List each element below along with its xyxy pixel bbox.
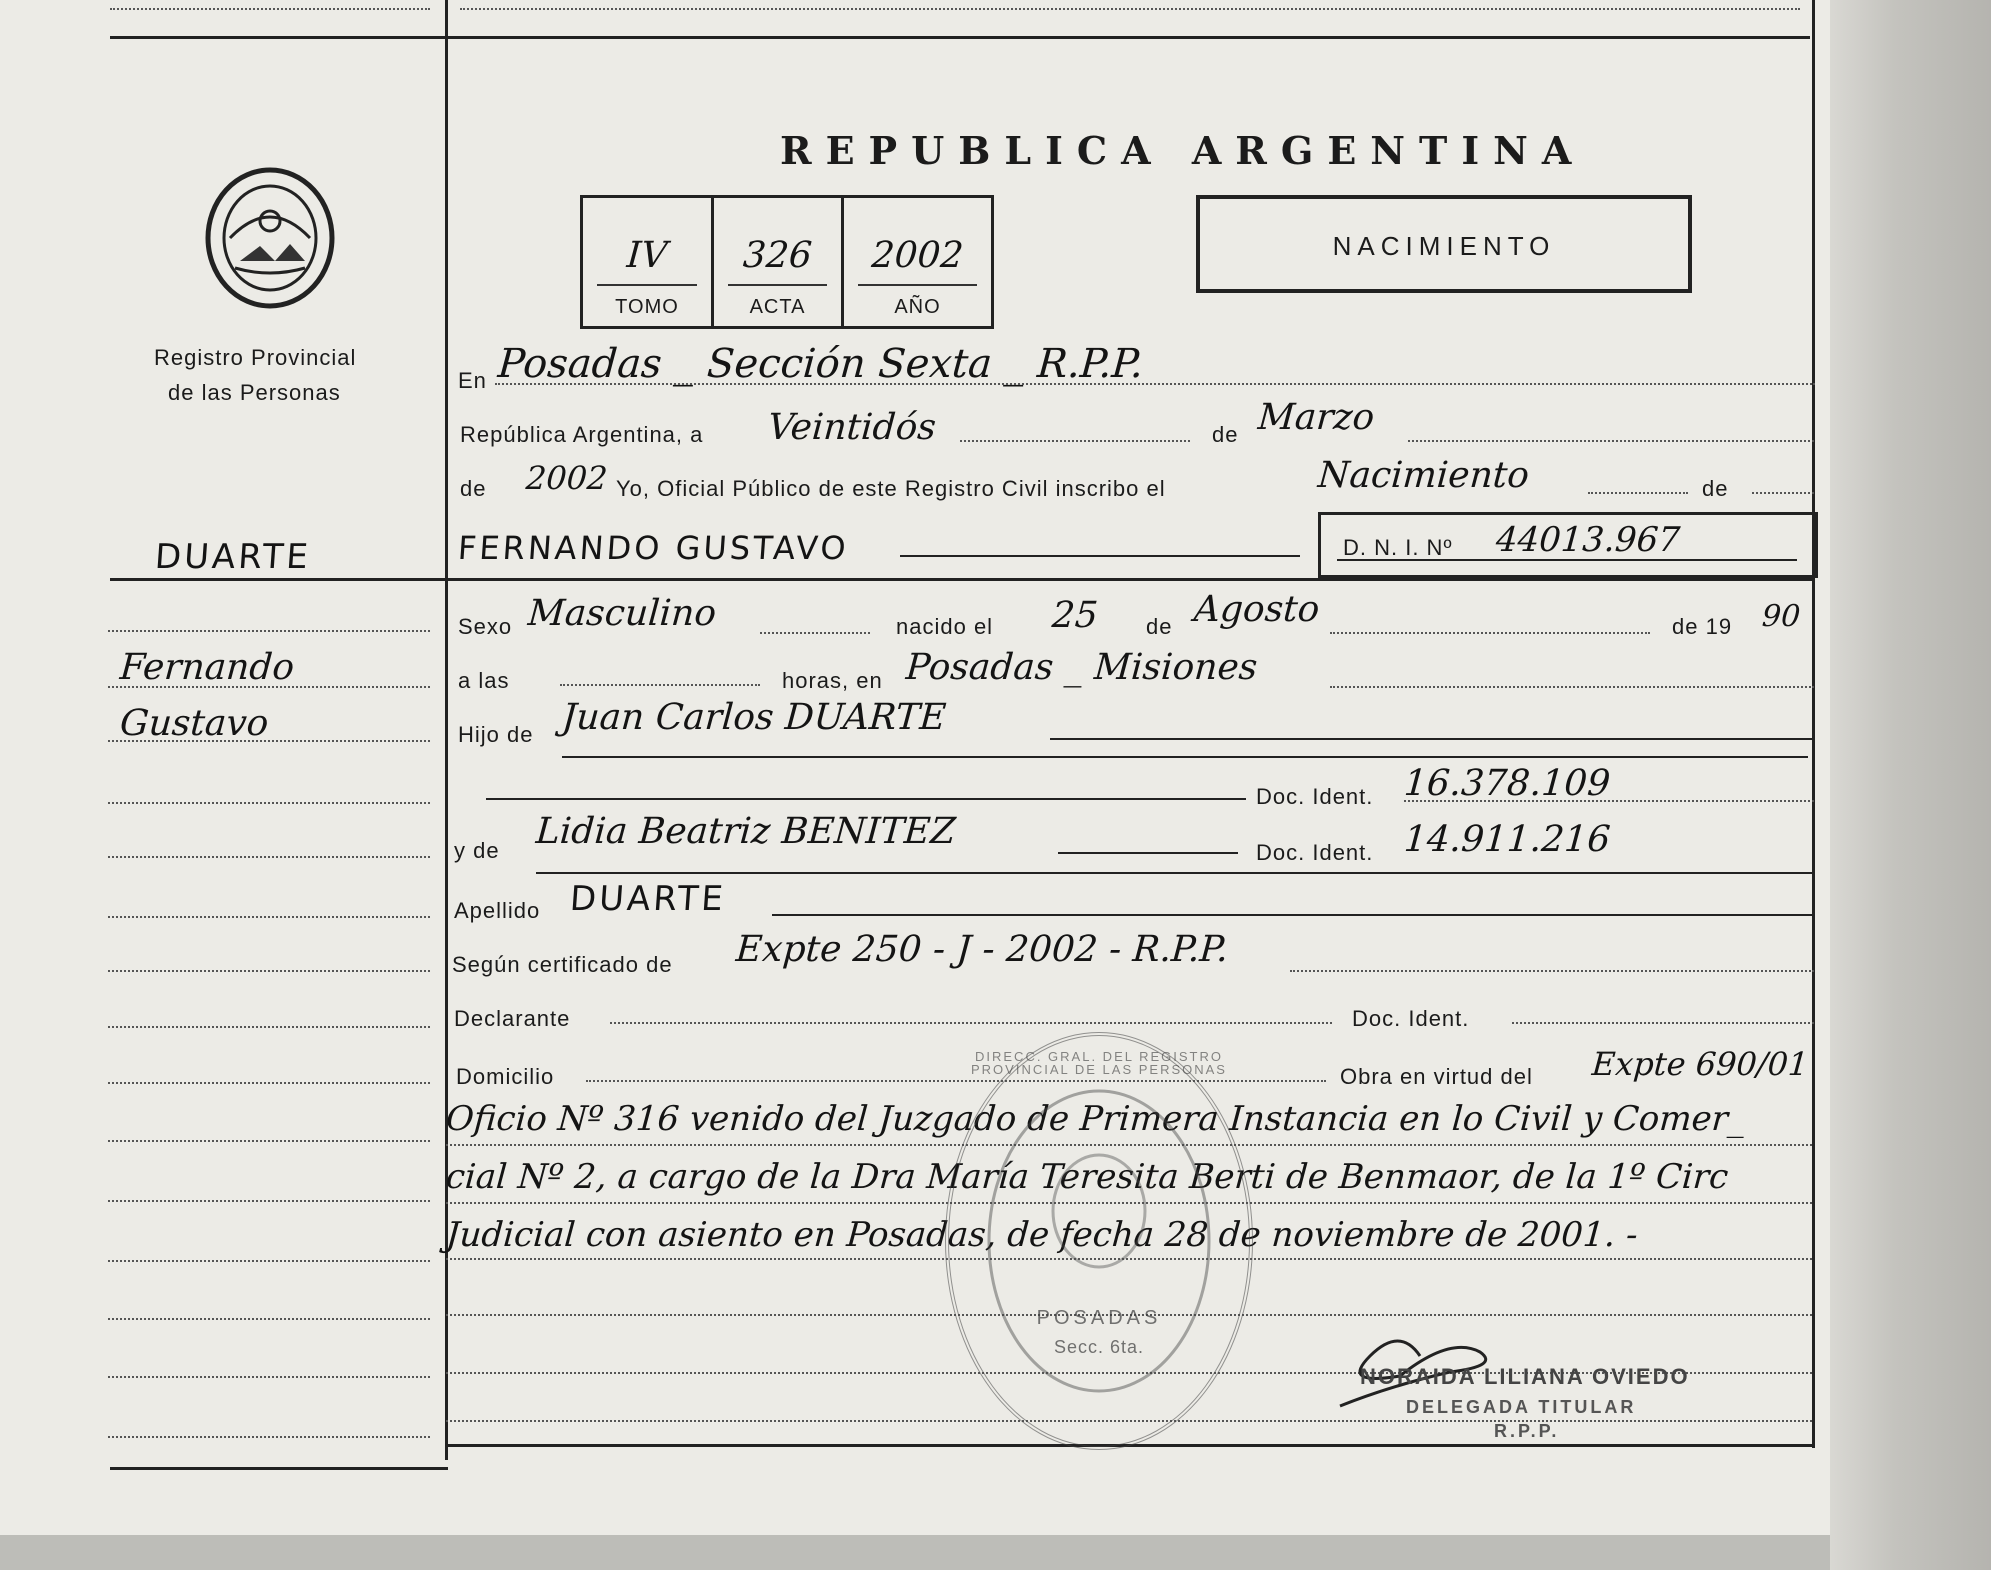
certificate-value: Expte 250 - J - 2002 - R.P.P. — [734, 929, 1230, 970]
obra-value: Expte 690/01 — [1590, 1045, 1810, 1083]
country-title: REPUBLICA ARGENTINA — [780, 128, 1586, 173]
mother-name-value: Lidia Beatriz BENITEZ — [534, 811, 957, 852]
de-19-label: de 19 — [1672, 614, 1733, 639]
anio-cell — [844, 198, 991, 326]
horas-label: horas, en — [782, 668, 883, 693]
birth-month-value: Agosto — [1192, 589, 1321, 630]
section-rule — [110, 578, 1812, 581]
dni-value: 44013.967 — [1494, 520, 1682, 560]
record-type-label: NACIMIENTO — [1332, 231, 1556, 261]
mother-doc-label: Doc. Ident. — [1256, 840, 1374, 865]
tomo-label: TOMO — [615, 296, 679, 318]
month-value: Marzo — [1256, 397, 1376, 438]
place-value: Posadas _ Sección Sexta _ R.P.P. — [496, 341, 1145, 387]
a-las-label: a las — [458, 668, 510, 693]
top-dotted-right — [460, 8, 1800, 10]
page-edge — [1830, 0, 1991, 1570]
observation-line-3: Judicial con asiento en Posadas, de fecha 28 de noviembre de 2001. - — [444, 1215, 1640, 1255]
y-de-label: y de — [454, 838, 500, 863]
bottom-rule-page — [110, 1467, 448, 1470]
stamp-city: POSADAS — [1036, 1307, 1162, 1329]
acta-value: 326 — [741, 235, 814, 276]
de-label-3: de — [1702, 476, 1729, 501]
acta-label: ACTA — [749, 296, 806, 318]
dni-box — [1318, 512, 1818, 578]
declarante-label: Declarante — [454, 1006, 571, 1031]
year-value: 2002 — [524, 459, 609, 497]
en-label: En — [458, 368, 487, 393]
de-label-4: de — [1146, 614, 1173, 639]
top-rule — [110, 36, 1810, 39]
child-name-value: FERNANDO GUSTAVO — [456, 529, 850, 567]
apellido-label: Apellido — [454, 898, 541, 923]
inscription-label: Yo, Oficial Público de este Registro Civil inscribo el — [616, 476, 1166, 501]
nacido-label: nacido el — [896, 614, 994, 639]
sexo-value: Masculino — [526, 593, 718, 634]
hijo-de-label: Hijo de — [458, 722, 534, 747]
tomo-cell — [583, 198, 714, 326]
registry-name-line2: de las Personas — [168, 380, 341, 405]
observation-line-2: cial Nº 2, a cargo de la Dra María Teresita Berti de Benmaor, de la 1º Circ — [444, 1157, 1730, 1197]
day-words-value: Veintidós — [766, 407, 938, 448]
de-label-2: de — [460, 476, 487, 501]
segun-label: Según certificado de — [452, 952, 673, 977]
dni-label: D. N. I. Nº — [1343, 535, 1453, 560]
signature-org: R.P.P. — [1494, 1421, 1560, 1441]
signature-name: NORAIDA LILIANA OVIEDO — [1360, 1364, 1690, 1389]
obra-label: Obra en virtud del — [1340, 1064, 1533, 1089]
margin-given-2: Gustavo — [118, 703, 270, 744]
event-value: Nacimiento — [1316, 455, 1531, 496]
republica-label: República Argentina, a — [460, 422, 704, 447]
margin-surname: DUARTE — [153, 537, 313, 577]
apellido-value: DUARTE — [568, 879, 728, 919]
acta-cell — [714, 198, 844, 326]
stamp-ring-icon — [949, 1036, 1249, 1446]
anio-label: AÑO — [894, 296, 941, 318]
margin-given-1: Fernando — [118, 647, 296, 688]
father-doc-label: Doc. Ident. — [1256, 784, 1374, 809]
father-doc-value: 16.378.109 — [1402, 763, 1612, 804]
record-type-box — [1196, 195, 1692, 293]
birth-day-value: 25 — [1050, 595, 1100, 636]
sexo-label: Sexo — [458, 614, 513, 639]
anio-value: 2002 — [870, 235, 965, 276]
right-border — [1812, 0, 1815, 1448]
official-stamp — [945, 1032, 1253, 1450]
stamp-section: Secc. 6ta. — [1053, 1337, 1145, 1357]
stamp-ring-text: DIRECC. GRAL. DEL REGISTRO PROVINCIAL DE LAS PERSONAS — [971, 1049, 1227, 1077]
record-numbers-box — [580, 195, 994, 329]
registry-name-line1: Registro Provincial — [154, 345, 357, 370]
top-dotted-left — [110, 8, 430, 10]
birthplace-value: Posadas _ Misiones — [904, 647, 1259, 688]
provincial-seal-icon — [200, 166, 340, 311]
observation-line-1: Oficio Nº 316 venido del Juzgado de Primera Instancia en lo Civil y Comer_ — [444, 1099, 1747, 1139]
domicilio-label: Domicilio — [456, 1064, 555, 1089]
father-name-value: Juan Carlos DUARTE — [560, 697, 948, 738]
de-label-1: de — [1212, 422, 1239, 447]
mother-doc-value: 14.911.216 — [1402, 819, 1612, 860]
birth-year-value: 90 — [1760, 599, 1802, 634]
signature-title: DELEGADA TITULAR — [1406, 1397, 1637, 1417]
tomo-value: IV — [625, 235, 669, 276]
declarante-doc-label: Doc. Ident. — [1352, 1006, 1470, 1031]
